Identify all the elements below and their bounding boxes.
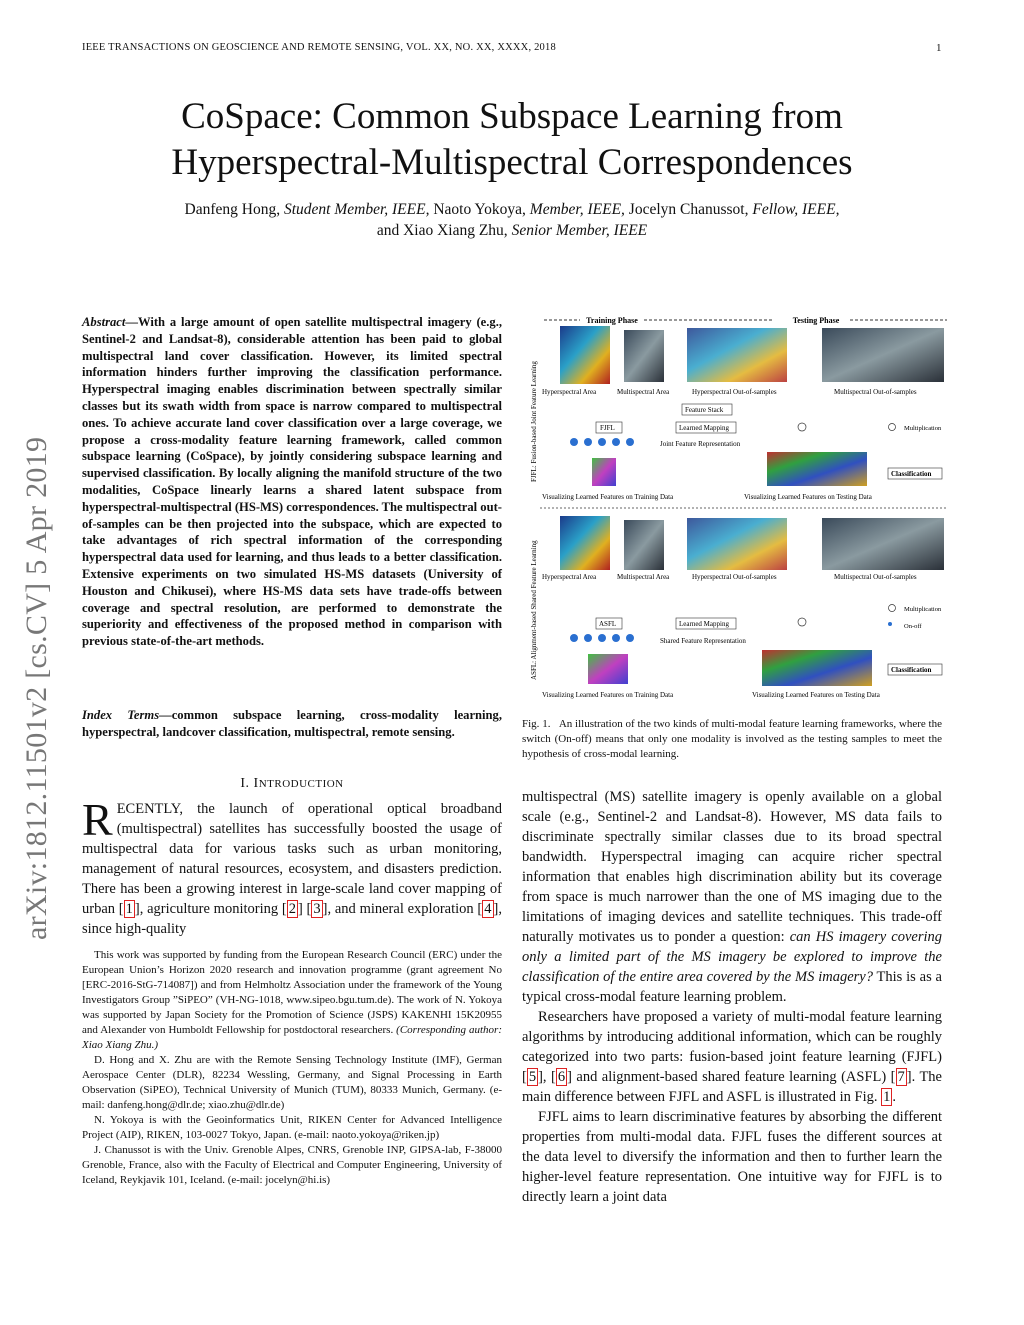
- vis-train-label: Visualizing Learned Features on Training Data: [542, 691, 674, 699]
- feature-nodes: [570, 438, 634, 446]
- body-paragraph: FJFL aims to learn discriminative features by absorbing the different properties from multi-modal data. FJFL fuses the different sources at the data level to diversify the information and then to further learn the higher-level feature representation. One intuitive way for FJFL is to directly learn a joint data: [522, 1109, 942, 1205]
- author-role: Senior Member, IEEE: [511, 222, 648, 239]
- author-name: and Xiao Xiang Zhu,: [376, 222, 508, 239]
- ms-out-label: Multispectral Out-of-samples: [834, 388, 917, 396]
- intro-text: , and mineral exploration: [327, 901, 478, 917]
- hyperspectral-out-samples: [687, 518, 787, 570]
- training-phase-label: Training Phase: [586, 316, 638, 325]
- hs-area-label: Hyperspectral Area: [542, 388, 597, 396]
- ms-area-label: Multispectral Area: [617, 573, 670, 581]
- section-rest: NTRODUCTION: [258, 778, 344, 790]
- classification-map: [767, 452, 867, 486]
- shared-rep-label: Shared Feature Representation: [660, 637, 746, 645]
- author-role: Student Member, IEEE,: [283, 201, 430, 218]
- multiplication-legend-icon: [889, 424, 896, 431]
- fjfl-side-label: FJFL: Fusion-based Joint Feature Learning: [530, 361, 538, 482]
- vis-train-image: [592, 458, 616, 486]
- vis-train-label: Visualizing Learned Features on Training Data: [542, 493, 674, 501]
- asfl-label: ASFL: [599, 620, 617, 628]
- learned-mapping-label: Learned Mapping: [679, 424, 729, 432]
- hs-out-label: Hyperspectral Out-of-samples: [692, 388, 777, 396]
- footnote-funding: This work was supported by funding from the European Research Council (ERC) under the European Union’s Horizon 2020 research and innovation programme (grant agreement No [ERC-2016-StG-714087]) and from Helmholtz Association under the framework of the Young Investigators Group ”SiPEO” (VH-NG-1018, www.sipeo.bgu.tum.de). The work of N. Yokoya was supported by Japan Society for the Promotion of Science (JSPS) KAKENHI 15K20955 and Alexander von Humboldt Fellowship for postdoctoral researchers. (Corresponding author: Xiao Xiang Zhu.): [82, 949, 503, 1051]
- figure-link[interactable]: 1: [883, 1089, 891, 1105]
- vis-test-label: Visualizing Learned Features on Testing Data: [752, 691, 880, 699]
- citation-link[interactable]: 7: [897, 1069, 905, 1085]
- feature-stack-label: Feature Stack: [685, 406, 724, 414]
- section-heading: [82, 776, 502, 792]
- fjfl-label: FJFL: [600, 424, 615, 432]
- intro-smallcaps: ECENTLY,: [116, 801, 184, 817]
- drop-cap: R: [82, 794, 113, 845]
- on-off-legend-icon: [888, 622, 892, 626]
- multispectral-cube: [624, 330, 664, 382]
- hs-area-label: Hyperspectral Area: [542, 573, 597, 581]
- page-number: 1: [936, 42, 942, 54]
- body-paragraph: multispectral (MS) satellite imagery is openly available on a global scale (e.g., Sentinel-2 and Landsat-8). However, MS data fails to discriminate spectrally similar classes due to its broad spectral bandwidth. Hyperspectral imaging can acquire richer spectral information that enables high discrimination ability but its coverage from space is much narrower than the one of MS imaging due to the limitations of imaging devices and satellite techniques. This trade-off naturally motivates us to ponder a question: can HS imagery covering only a limited part of the MS imagery be explored to improve the classification of the entire area covered by the MS imagery? This is as a typical cross-modal feature learning problem.: [522, 789, 942, 1005]
- section-numeral: I.: [240, 776, 254, 791]
- index-terms: [82, 707, 502, 741]
- footnote-affiliation: N. Yokoya is with the Geoinformatics Unit, RIKEN Center for Advanced Intelligence Project (AIP), RIKEN, 103-0027 Tokyo, Japan. (e-mail: naoto.yokoya@riken.jp): [82, 1114, 502, 1141]
- intro-text: the launch of operational optical broadband (multispectral) satellites has successfully boosted the usage of multispectral data for various tasks such as urban monitoring, management of natural resources, ecosystem, and disasters prediction. There has been a growing interest in large-scale land cover mapping of urban: [82, 801, 502, 917]
- ms-out-label: Multispectral Out-of-samples: [834, 573, 917, 581]
- figure-caption-text: An illustration of the two kinds of multi-modal feature learning frameworks, where the switch (On-off) means that only one modality is involved as the testing samples to meet the hypothesis of cross-modal learning.: [522, 718, 942, 760]
- right-column-text: [522, 787, 942, 1207]
- multispectral-cube: [624, 520, 664, 570]
- multiplication-legend: Multiplication: [904, 425, 942, 432]
- joint-rep-label: Joint Feature Representation: [660, 440, 741, 448]
- citation-link[interactable]: 5: [528, 1069, 537, 1085]
- asfl-side-label: ASFL: Alignment-based Shared Feature Learning: [530, 540, 538, 680]
- arxiv-stamp: [18, 360, 58, 940]
- hyperspectral-out-samples: [687, 328, 787, 382]
- multiply-node: [798, 423, 806, 431]
- intro-text: , since high-quality: [82, 901, 502, 937]
- hs-out-label: Hyperspectral Out-of-samples: [692, 573, 777, 581]
- body-paragraph: Researchers have proposed a variety of multi-modal feature learning algorithms by introducing additional information, which can be roughly categorized into two parts: fusion-based joint feature learning (FJFL) [ 5 ], [ 6 ] and alignment-based shared feature learning (ASFL) [ 7 ]. The main difference between FJFL and ASFL is illustrated in Fig. 1 .: [522, 1009, 942, 1105]
- multispectral-out-samples: [822, 328, 944, 382]
- index-terms-text: —common subspace learning, cross-modality learning, hyperspectral, landcover classification, multispectral, remote sensing.: [82, 708, 502, 739]
- testing-phase-label: Testing Phase: [792, 316, 840, 325]
- title-line-2: Hyperspectral-Multispectral Correspondences: [171, 142, 853, 183]
- classification-map: [762, 650, 872, 686]
- author-name: Naoto Yokoya,: [433, 201, 526, 218]
- arxiv-stamp-text: arXiv:1812.11501v2 [cs.CV] 5 Apr 2019: [20, 436, 53, 940]
- author-role: Member, IEEE,: [529, 201, 625, 218]
- multiply-node: [798, 618, 806, 626]
- classification-label: Classification: [891, 666, 932, 674]
- citation-link[interactable]: 1: [125, 901, 133, 917]
- footnote-affiliation: J. Chanussot is with the Univ. Grenoble Alpes, CNRS, Grenoble INP, GIPSA-lab, F-38000 Grenoble, France, also with the Faculty of Electrical and Computer Engineering, University of Iceland, Reykjavik 101, Iceland. (e-mail: jocelyn@hi.is): [82, 1144, 502, 1186]
- footnotes: [82, 948, 502, 1188]
- vis-train-image: [588, 654, 628, 684]
- title-line-1: CoSpace: Common Subspace Learning from: [181, 96, 843, 137]
- paper-title: [0, 94, 1024, 186]
- multiplication-legend-icon: [889, 605, 896, 612]
- abstract-lead: Abstract: [82, 315, 126, 329]
- abstract-text: —With a large amount of open satellite multispectral imagery (e.g., Sentinel-2 and Landsat-8), considerable attention has been paid to global multispectral land cover classification. However, its limited spectral information hinders further improving the classification performance. Hyperspectral imaging enables discrimination between spectrally similar classes but its swath width from space is narrow compared to multispectral ones. To achieve accurate land cover classification over a large coverage, we propose a cross-modality feature learning framework, called common subspace learning (CoSpace), by jointly considering subspace learning and supervised classification. By locally aligning the manifold structure of the two modalities, CoSpace linearly learns a shared latent subspace from hyperspectral-multispectral (HS-MS) correspondences. The multispectral out-of-samples can be then projected into the subspace, which are expected to take advantages of rich spectral information of the corresponding hyperspectral data used for learning, and thus leads to a better classification. Extensive experiments on two simulated HS-MS datasets (University of Houston and Chikusei), where HS-MS data sets have trade-offs between coverage and spectral resolution, are performed to demonstrate the superiority and effectiveness of the proposed method in comparison with previous state-of-the-art methods.: [82, 315, 502, 649]
- running-header: IEEE TRANSACTIONS ON GEOSCIENCE AND REMOTE SENSING, VOL. XX, NO. XX, XXXX, 2018: [82, 42, 556, 53]
- hyperspectral-cube: [560, 516, 610, 570]
- author-name: Danfeng Hong,: [184, 201, 281, 218]
- ms-area-label: Multispectral Area: [617, 388, 670, 396]
- on-off-legend: On-off: [904, 623, 922, 630]
- figure-1: [522, 312, 952, 708]
- intro-paragraph: RECENTLY, the launch of operational optical broadband (multispectral) satellites has successfully boosted the usage of multispectral data for various tasks such as urban monitoring, management of natural resources, ecosystem, and disasters prediction. There has been a growing interest in large-scale land cover mapping of urban [ 1 ], agriculture monitoring [ 2 ] [ 3 ], and mineral exploration [ 4 ], since high-quality: [82, 794, 502, 937]
- footnote-affiliation: D. Hong and X. Zhu are with the Remote Sensing Technology Institute (IMF), German Aerospace Center (DLR), 82234 Wessling, Germany, and Signal Processing in Earth Observation (SiPEO), Technical University of Munich (TUM), 80333 Munich, Germany. (e-mail: danfeng.hong@dlr.de; xiao.zhu@dlr.de): [82, 1054, 502, 1111]
- learned-mapping-label: Learned Mapping: [679, 620, 729, 628]
- section-first-letter: I: [253, 776, 259, 791]
- multiplication-legend: Multiplication: [904, 606, 942, 613]
- citation-link[interactable]: 3: [313, 901, 321, 917]
- hyperspectral-cube: [560, 326, 610, 384]
- figure-caption-label: Fig. 1.: [522, 718, 551, 730]
- figure-caption: [522, 717, 942, 762]
- multispectral-out-samples: [822, 518, 944, 570]
- feature-nodes: [570, 634, 634, 642]
- citation-link[interactable]: 2: [288, 901, 296, 917]
- intro-text: , agriculture monitoring: [139, 901, 282, 917]
- author-role: Fellow, IEEE,: [752, 201, 840, 218]
- abstract: [82, 314, 502, 650]
- vis-test-label: Visualizing Learned Features on Testing Data: [744, 493, 872, 501]
- author-list: [0, 199, 1024, 241]
- citation-link[interactable]: 6: [557, 1069, 566, 1085]
- citation-link[interactable]: 4: [484, 901, 492, 917]
- author-name: Jocelyn Chanussot,: [628, 201, 749, 218]
- classification-label: Classification: [891, 470, 932, 478]
- index-terms-lead: Index Terms: [82, 708, 160, 722]
